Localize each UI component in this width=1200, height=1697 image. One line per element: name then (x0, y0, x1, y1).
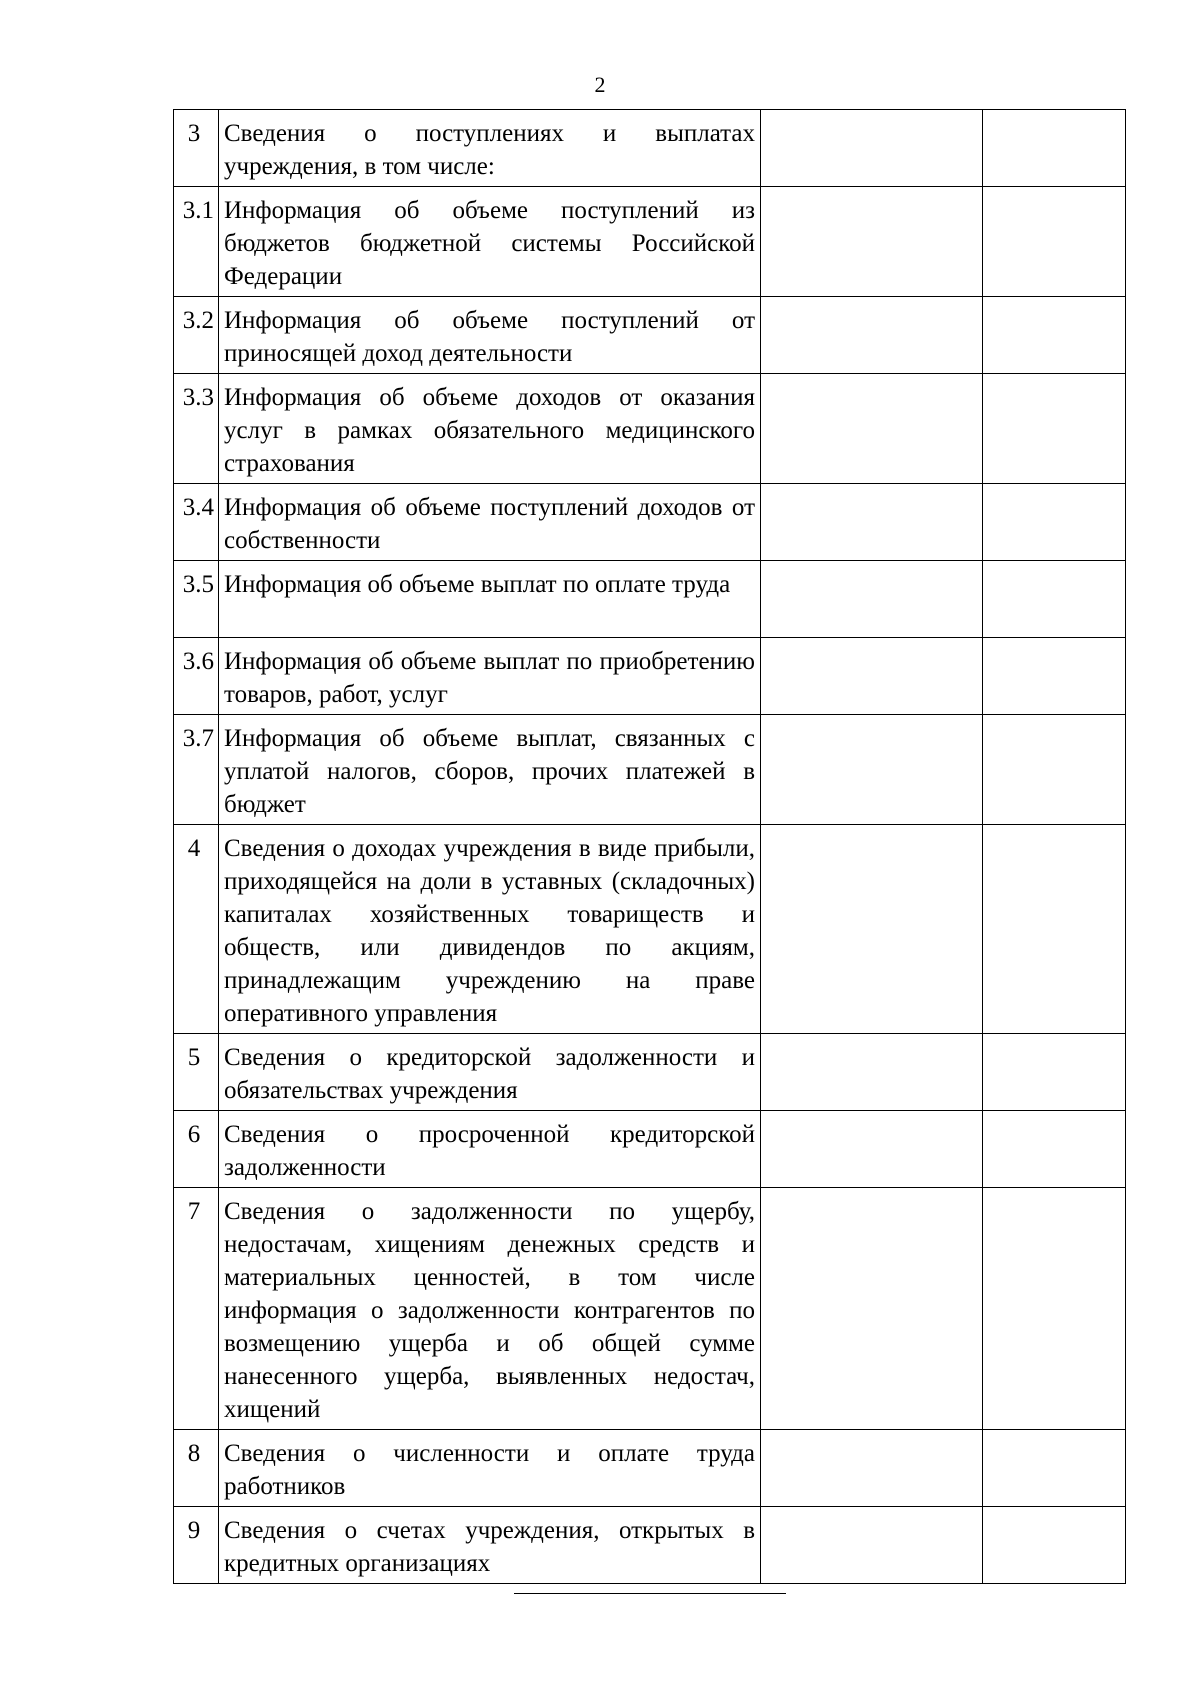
row-description: Сведения о просроченной кредиторской задолженности (219, 1111, 761, 1188)
table-row (174, 715, 1126, 825)
row-number: 3.2 (174, 297, 219, 374)
row-number: 9 (174, 1507, 219, 1584)
row-description: Сведения о задолженности по ущербу, недостачам, хищениям денежных средств и материальных ценностей, в том числе информация о задолженности контрагентов по возмещению ущерба и об общей сумме нанесенного ущерба, выявленных недостач, хищений (219, 1188, 761, 1430)
table-row (174, 187, 1126, 297)
empty-cell (983, 484, 1126, 561)
empty-cell (983, 825, 1126, 1034)
empty-cell (761, 484, 983, 561)
empty-cell (983, 110, 1126, 187)
row-number: 3.6 (174, 638, 219, 715)
row-description: Информация об объеме поступлений доходов от собственности (219, 484, 761, 561)
row-number: 8 (174, 1430, 219, 1507)
row-number: 3.4 (174, 484, 219, 561)
table-row (174, 638, 1126, 715)
table-row (174, 484, 1126, 561)
row-number: 3.7 (174, 715, 219, 825)
row-description: Сведения о счетах учреждения, открытых в кредитных организациях (219, 1507, 761, 1584)
row-number: 6 (174, 1111, 219, 1188)
row-number: 5 (174, 1034, 219, 1111)
empty-cell (983, 374, 1126, 484)
empty-cell (983, 1111, 1126, 1188)
empty-cell (761, 1111, 983, 1188)
empty-cell (761, 374, 983, 484)
row-description: Сведения о поступлениях и выплатах учреждения, в том числе: (219, 110, 761, 187)
table-row (174, 374, 1126, 484)
row-number: 3.5 (174, 561, 219, 638)
row-description: Информация об объеме выплат по приобретению товаров, работ, услуг (219, 638, 761, 715)
table-row (174, 1188, 1126, 1430)
empty-cell (983, 1188, 1126, 1430)
row-description: Сведения о доходах учреждения в виде прибыли, приходящейся на доли в уставных (складочных) капиталах хозяйственных товариществ и обществ, или дивидендов по акциям, принадлежащим учреждению на праве оперативного управления (219, 825, 761, 1034)
empty-cell (983, 297, 1126, 374)
row-description: Информация об объеме поступлений от приносящей доход деятельности (219, 297, 761, 374)
empty-cell (761, 1034, 983, 1111)
table-row (174, 1430, 1126, 1507)
footer-divider-line (514, 1593, 786, 1594)
table-row (174, 110, 1126, 187)
empty-cell (761, 1507, 983, 1584)
empty-cell (983, 1507, 1126, 1584)
empty-cell (983, 1430, 1126, 1507)
report-sections-table (173, 109, 1126, 1584)
empty-cell (761, 561, 983, 638)
empty-cell (761, 1430, 983, 1507)
empty-cell (983, 638, 1126, 715)
row-description: Информация об объеме выплат по оплате труда (219, 561, 761, 638)
table-row (174, 561, 1126, 638)
empty-cell (761, 715, 983, 825)
table-row (174, 1034, 1126, 1111)
row-number: 3.1 (174, 187, 219, 297)
empty-cell (983, 715, 1126, 825)
empty-cell (983, 561, 1126, 638)
empty-cell (761, 825, 983, 1034)
empty-cell (761, 297, 983, 374)
empty-cell (761, 187, 983, 297)
row-number: 3.3 (174, 374, 219, 484)
table-row (174, 297, 1126, 374)
row-description: Информация об объеме выплат, связанных с уплатой налогов, сборов, прочих платежей в бюджет (219, 715, 761, 825)
row-description: Информация об объеме доходов от оказания услуг в рамках обязательного медицинского страхования (219, 374, 761, 484)
row-number: 3 (174, 110, 219, 187)
table-row (174, 1507, 1126, 1584)
empty-cell (761, 110, 983, 187)
row-description: Информация об объеме поступлений из бюджетов бюджетной системы Российской Федерации (219, 187, 761, 297)
empty-cell (761, 1188, 983, 1430)
empty-cell (761, 638, 983, 715)
page-number: 2 (594, 72, 606, 97)
table-row (174, 1111, 1126, 1188)
table-row (174, 825, 1126, 1034)
row-number: 7 (174, 1188, 219, 1430)
empty-cell (983, 187, 1126, 297)
row-description: Сведения о численности и оплате труда работников (219, 1430, 761, 1507)
row-description: Сведения о кредиторской задолженности и обязательствах учреждения (219, 1034, 761, 1111)
empty-cell (983, 1034, 1126, 1111)
row-number: 4 (174, 825, 219, 1034)
